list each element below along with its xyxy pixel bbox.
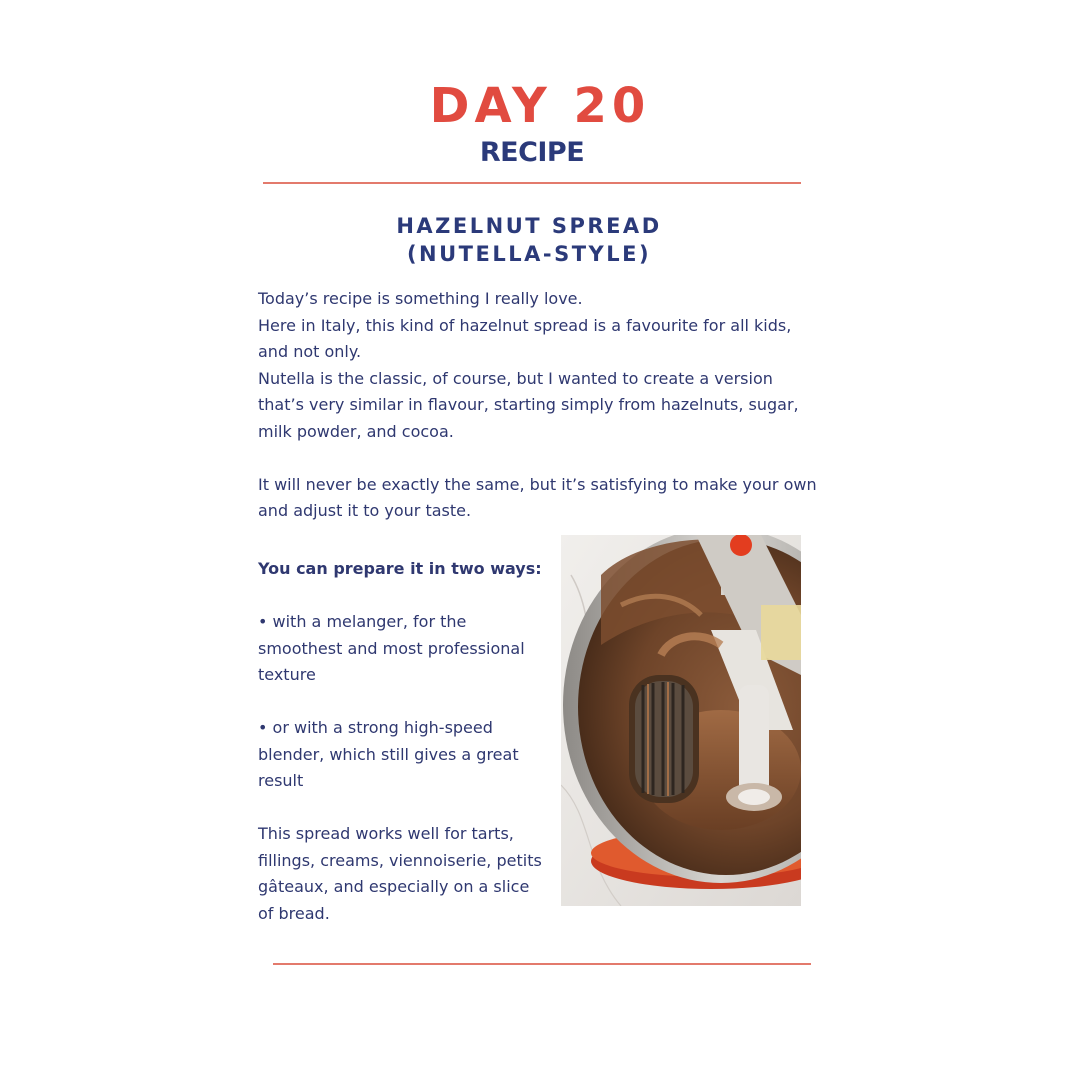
methods-heading: You can prepare it in two ways: bbox=[258, 559, 542, 578]
day-title: DAY 20 bbox=[429, 78, 651, 134]
paragraph-spacer bbox=[258, 583, 548, 610]
dish-title bbox=[0, 212, 1058, 268]
intro-paragraph-4: It will never be exactly the same, but it’s satisfying to make your own and adjust it to your taste. bbox=[258, 474, 817, 520]
paragraph-spacer bbox=[258, 795, 548, 822]
top-divider bbox=[263, 182, 801, 184]
paragraph-spacer bbox=[258, 445, 818, 472]
intro-paragraph-1: Today’s recipe is something I really love. bbox=[258, 289, 583, 308]
bottom-divider bbox=[273, 963, 811, 965]
intro-text bbox=[258, 286, 818, 525]
paragraph-spacer bbox=[258, 689, 548, 716]
intro-paragraph-3: Nutella is the classic, of course, but I wanted to create a version that’s very similar in flavour, starting simply from hazelnuts, sugar, milk powder, and cocoa. bbox=[258, 368, 799, 441]
intro-paragraph-2: Here in Italy, this kind of hazelnut spread is a favourite for all kids, and not only. bbox=[258, 315, 792, 361]
uses-paragraph: This spread works well for tarts, fillings, creams, viennoiserie, petits gâteaux, and especially on a slice of bread. bbox=[258, 824, 542, 923]
method-blender: • or with a strong high-speed blender, which still gives a great result bbox=[258, 718, 519, 790]
method-melanger: • with a melanger, for the smoothest and most professional texture bbox=[258, 612, 525, 684]
dish-title-line-2: (NUTELLA-STYLE) bbox=[406, 242, 652, 266]
methods-text bbox=[258, 556, 548, 927]
melanger-photo bbox=[561, 535, 801, 906]
recipe-label: RECIPE bbox=[479, 137, 585, 168]
dish-title-line-1: HAZELNUT SPREAD bbox=[396, 214, 662, 238]
